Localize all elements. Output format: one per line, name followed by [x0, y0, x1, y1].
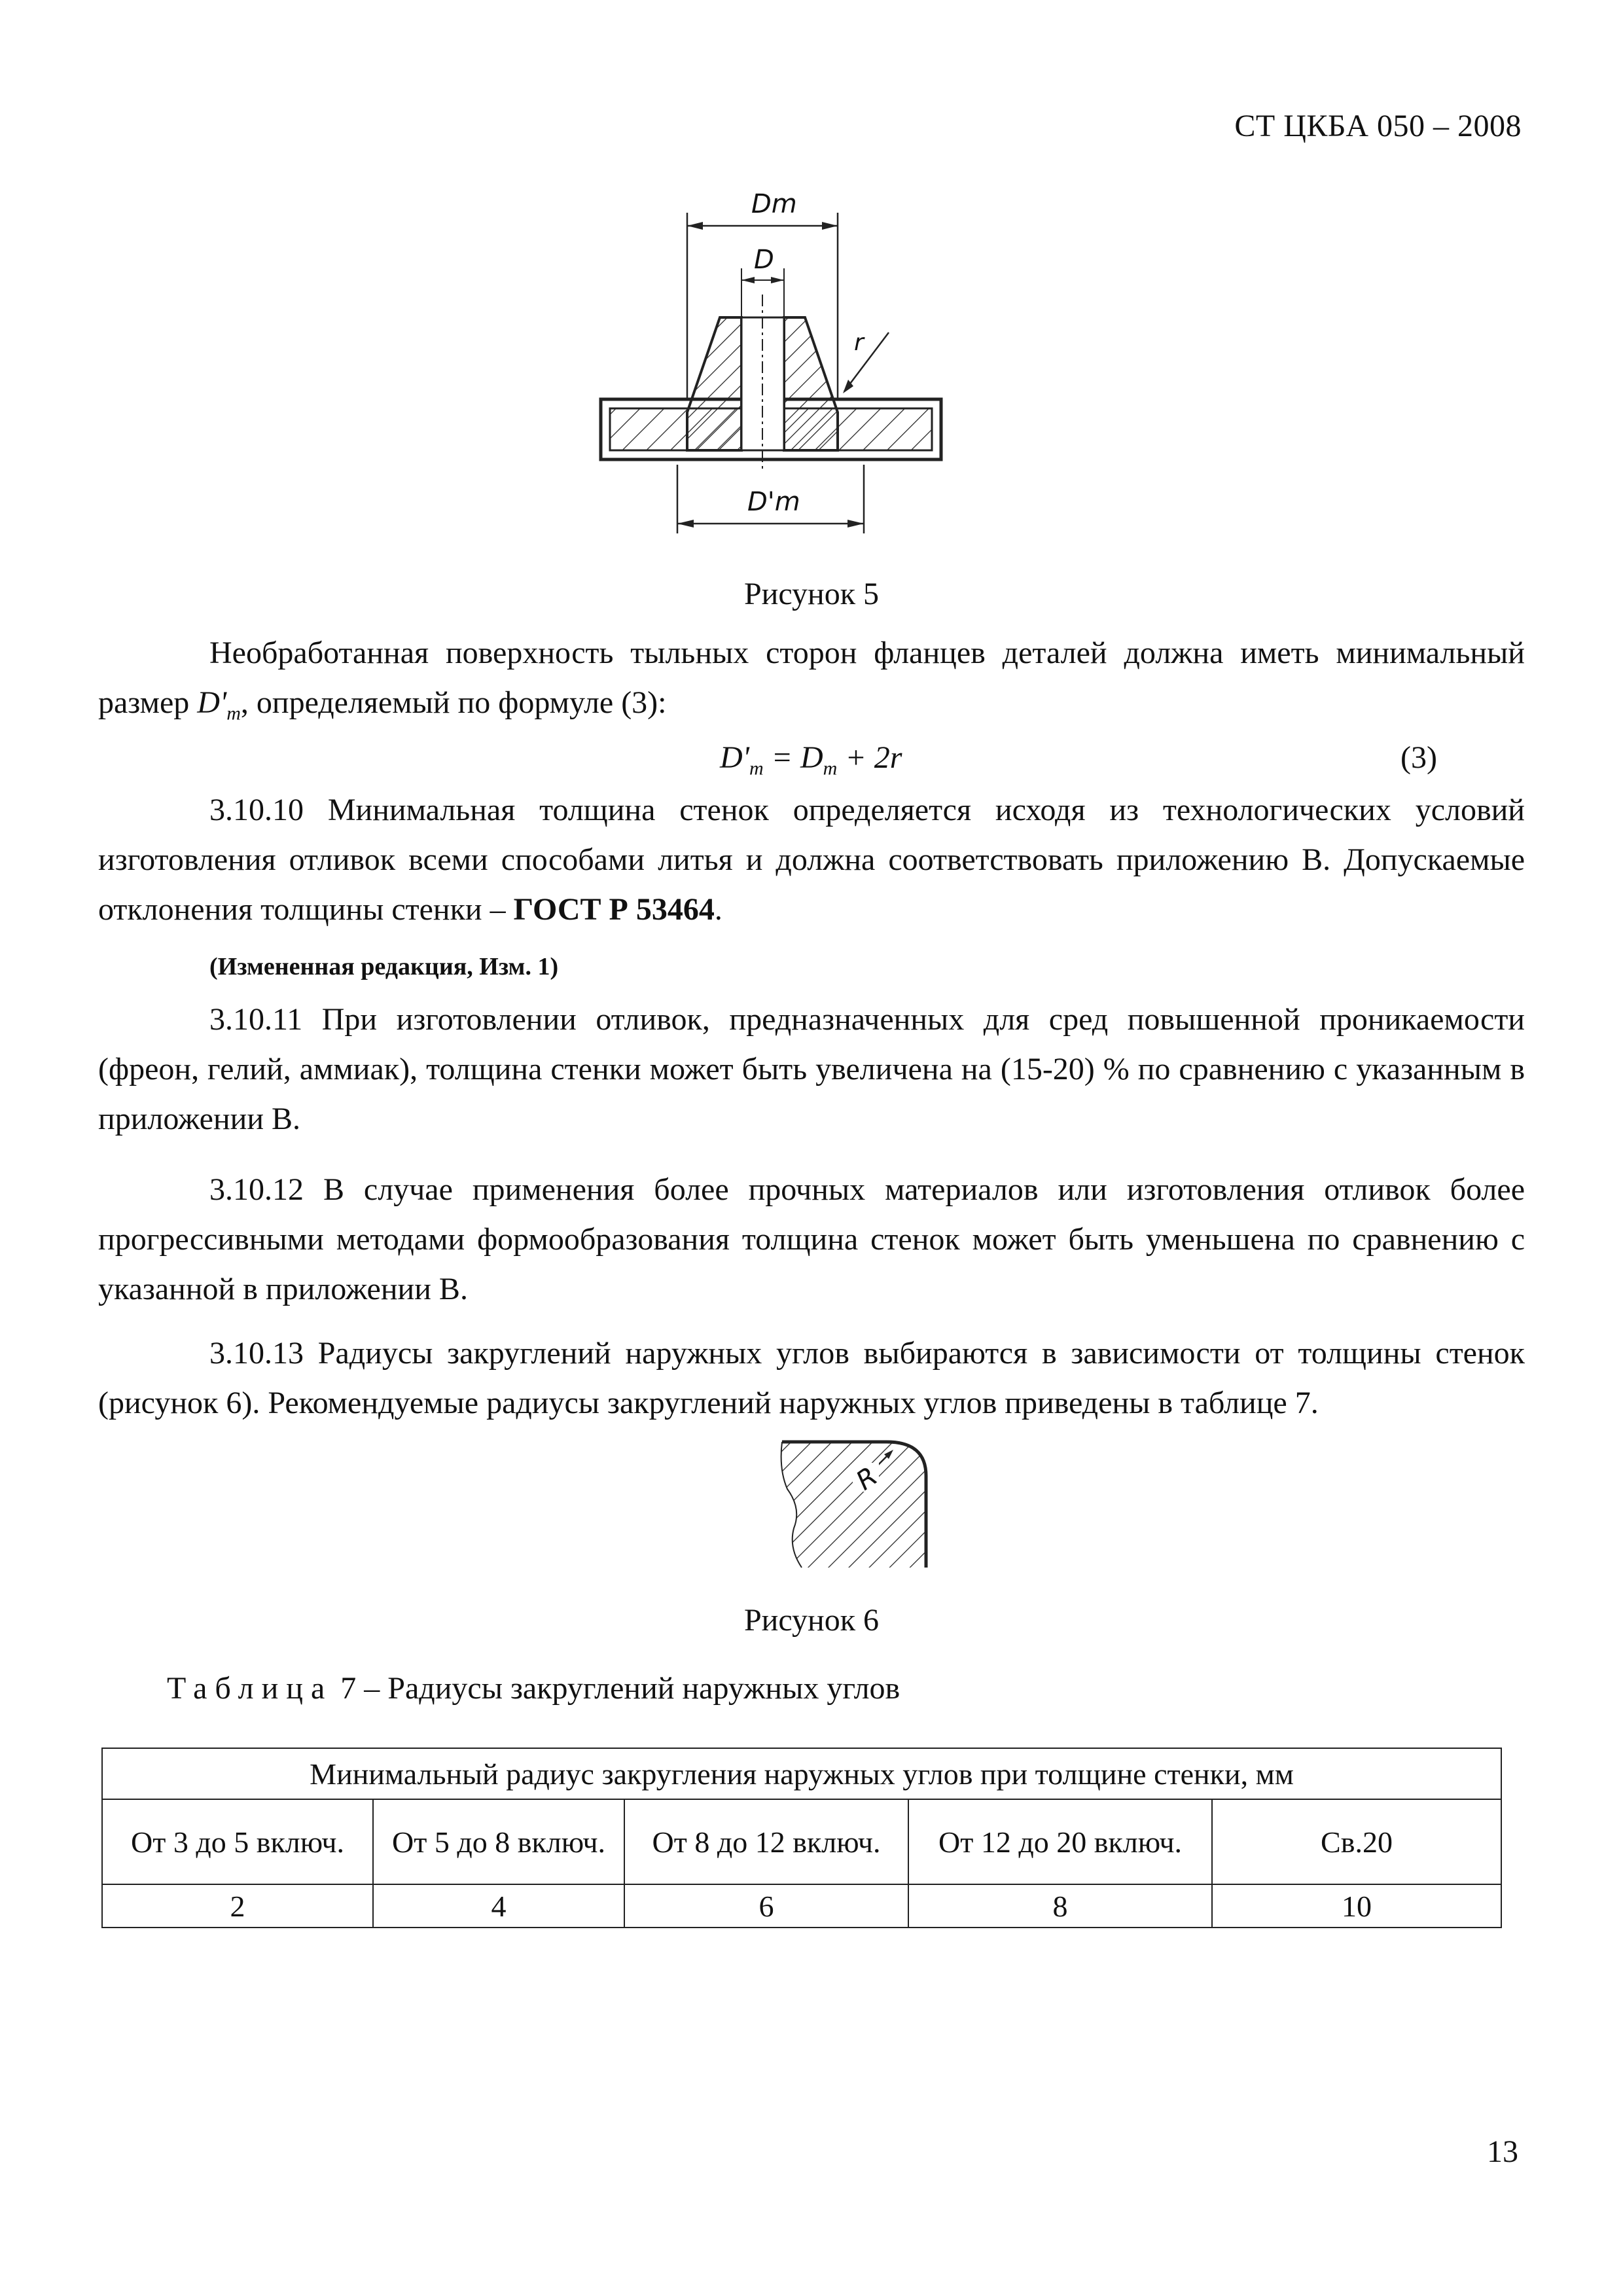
table-col-header: От 3 до 5 включ.: [102, 1799, 373, 1884]
paragraph-3-10-11: 3.10.11 При изготовлении отливок, предназначенных для сред повышенной проникаемости (фреон, гелий, аммиак), толщина стенки может быть увеличена на (15-20) % по сравнению с указанным в приложении В.: [98, 1002, 1525, 1136]
table-col-header: От 12 до 20 включ.: [908, 1799, 1212, 1884]
page-number: 13: [1487, 2134, 1518, 2169]
figure-5-caption: Рисунок 5: [743, 577, 880, 611]
figure-6-caption: Рисунок 6: [743, 1603, 880, 1638]
paragraph-3-10-10: 3.10.10 Минимальная толщина стенок определяется исходя из технологических условий изготовления отливок всеми способами литья и должна соответствовать приложению В. Допускаемые отклонения толщины стенки – ГОСТ Р 53464.: [98, 793, 1525, 927]
table-col-header: Св.20: [1212, 1799, 1501, 1884]
table-7-title: Таблица 7 – Радиусы закруглений наружных углов: [167, 1671, 901, 1706]
paragraph-intro: Необработанная поверхность тыльных сторон фланцев деталей должна иметь минимальный размер $D'_m$, определяемый по формуле (3):: [98, 636, 1525, 725]
table-header: Минимальный радиус закругления наружных углов при толщине стенки, мм: [102, 1748, 1501, 1799]
formula-3: $D'_m = D_m + 2r$: [720, 740, 902, 780]
figure-5-drawing: [576, 183, 969, 550]
table-cell: 6: [624, 1884, 908, 1928]
label-dm: Dm: [751, 189, 797, 219]
document-id: СТ ЦКБА 050 – 2008: [1234, 109, 1522, 143]
label-r-fig6: R: [851, 1461, 883, 1497]
table-cell: 4: [373, 1884, 624, 1928]
table-7: [101, 1748, 1502, 1928]
paragraph-3-10-12: 3.10.12 В случае применения более прочных материалов или изготовления отливок более прогрессивными методами формообразования толщина стенок может быть уменьшена по сравнению с указанной в приложении В.: [98, 1172, 1525, 1306]
figure-6-drawing: [776, 1437, 933, 1574]
amendment-note: (Измененная редакция, Изм. 1): [209, 953, 559, 980]
label-dm-prime: D'm: [747, 487, 800, 517]
label-r: r: [854, 329, 864, 356]
table-col-header: От 8 до 12 включ.: [624, 1799, 908, 1884]
table-col-header: От 5 до 8 включ.: [373, 1799, 624, 1884]
paragraph-3-10-13: 3.10.13 Радиусы закруглений наружных углов выбираются в зависимости от толщины стенок (рисунок 6). Рекомендуемые радиусы закруглений наружных углов приведены в таблице 7.: [98, 1336, 1525, 1420]
label-d: D: [754, 245, 774, 275]
table-cell: 2: [102, 1884, 373, 1928]
table-cell: 8: [908, 1884, 1212, 1928]
table-cell: 10: [1212, 1884, 1501, 1928]
formula-3-number: (3): [1400, 740, 1437, 775]
